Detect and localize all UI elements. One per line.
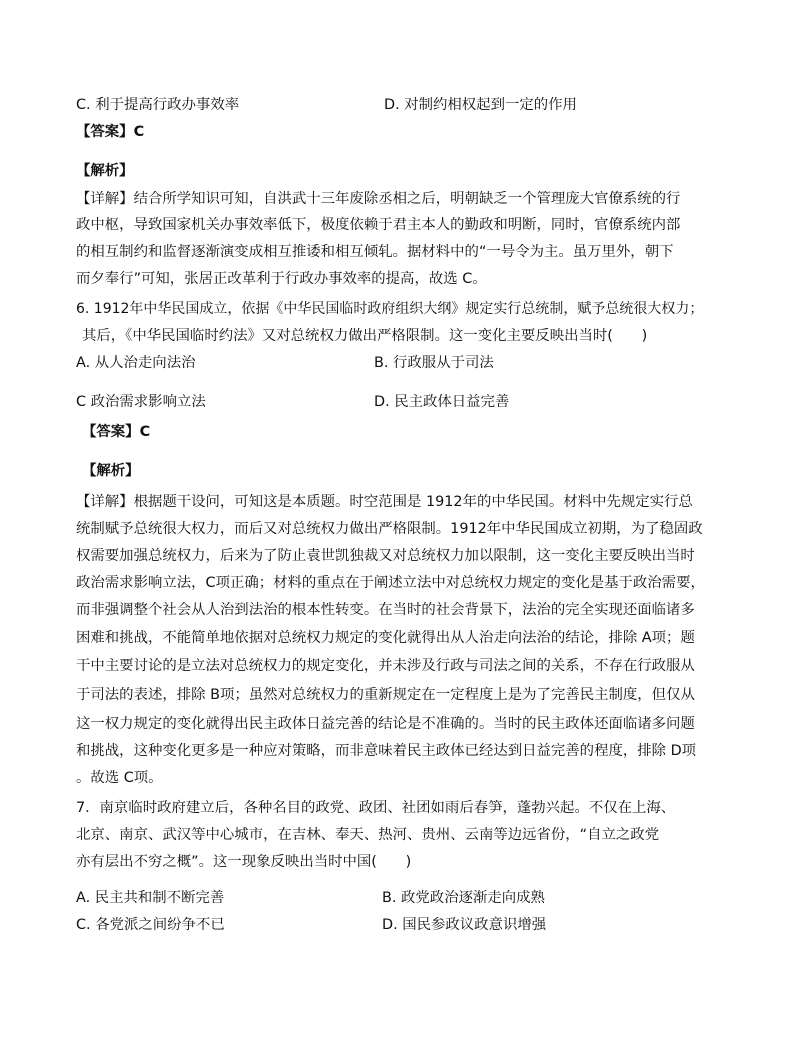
q5-analysis-heading: 【解析】	[76, 163, 134, 179]
q6-option-d: D. 民主政体日益完善	[374, 394, 510, 410]
q7-stem-line: 亦有层出不穷之概”。这一现象反映出当时中国( )	[76, 854, 412, 870]
q6-stem-line: 6. 1912年中华民国成立，依据《中华民国临时政府组织大纲》规定实行总统制，赋予总统很大权力；	[76, 301, 704, 317]
q6-detail-line: 这一权力规定的变化就得出民主政体日益完善的结论是不准确的。当时的民主政体还面临诸多问题	[76, 716, 695, 732]
q6-detail-line: 统制赋予总统很大权力，而后又对总统权力做出严格限制。1912年中华民国成立初期，为了稳固政	[76, 521, 703, 537]
q6-answer: 【答案】C	[82, 424, 151, 440]
q6-detail-line: 干中主要讨论的是立法对总统权力的规定变化，并未涉及行政与司法之间的关系，不存在行政服从	[76, 658, 695, 674]
q5-detail-line: 政中枢，导致国家机关办事效率低下，极度依赖于君主本人的勤政和明断，同时，官僚系统内部	[76, 217, 681, 233]
q5-detail-line: 【详解】结合所学知识可知，自洪武十三年废除丞相之后，明朝缺乏一个管理庞大官僚系统的行	[76, 191, 681, 207]
q7-stem-line: 北京、南京、武汉等中心城市，在吉林、奉天、热河、贵州、云南等边远省份，“自立之政党	[76, 827, 660, 843]
q6-detail-line: 【详解】根据题干设问，可知这是本质题。时空范围是 1912年的中华民国。材料中先规定实行总	[76, 494, 693, 510]
q6-detail-line: 于司法的表述，排除 B项；虽然对总统权力的重新规定在一定程度上是为了完善民主制度，但仅从	[76, 687, 695, 703]
q5-option-d: D. 对制约相权起到一定的作用	[384, 97, 577, 113]
q7-option-b: B. 政党政治逐渐走向成熟	[382, 890, 545, 906]
q7-option-d: D. 国民参政议政意识增强	[382, 917, 547, 933]
q6-option-c: C 政治需求影响立法	[76, 394, 206, 410]
q6-detail-line: 权需要加强总统权力，后来为了防止袁世凯独裁又对总统权力加以限制，这一变化主要反映出当时	[76, 548, 695, 564]
q7-option-c: C. 各党派之间纷争不已	[76, 917, 225, 933]
q6-detail-line: 政治需求影响立法，C项正确；材料的重点在于阐述立法中对总统权力规定的变化是基于政治需要，	[76, 575, 705, 591]
q6-stem-line: 其后，《中华民国临时约法》又对总统权力做出严格限制。这一变化主要反映出当时( )	[82, 328, 648, 344]
q6-option-a: A. 从人治走向法治	[76, 355, 196, 371]
q6-detail-line: 困难和挑战，不能简单地依据对总统权力规定的变化就得出从人治走向法治的结论，排除 A项；题	[76, 630, 695, 646]
q5-answer: 【答案】C	[76, 124, 145, 140]
q7-stem-line: 7．南京临时政府建立后，各种名目的政党、政团、社团如雨后春笋，蓬勃兴起。不仅在上海、	[76, 800, 676, 816]
q5-detail-line: 的相互制约和监督逐渐演变成相互推诿和相互倾轧。据材料中的“一号令为主。虽万里外，朝下	[76, 244, 674, 260]
q6-option-b: B. 行政服从于司法	[374, 355, 494, 371]
q5-detail-line: 而夕奉行”可知，张居正改革利于行政办事效率的提高，故选 C。	[76, 271, 487, 287]
q6-detail-line: 。故选 C项。	[76, 770, 163, 786]
q7-option-a: A. 民主共和制不断完善	[76, 890, 225, 906]
q6-detail-line: 和挑战，这种变化更多是一种应对策略，而非意味着民主政体已经达到日益完善的程度，排除 D项	[76, 743, 697, 759]
q6-detail-line: 而非强调整个社会从人治到法治的根本性转变。在当时的社会背景下，法治的完全实现还面临诸多	[76, 602, 695, 618]
q6-analysis-heading: 【解析】	[82, 463, 140, 479]
q5-option-c: C. 利于提高行政办事效率	[76, 97, 240, 113]
